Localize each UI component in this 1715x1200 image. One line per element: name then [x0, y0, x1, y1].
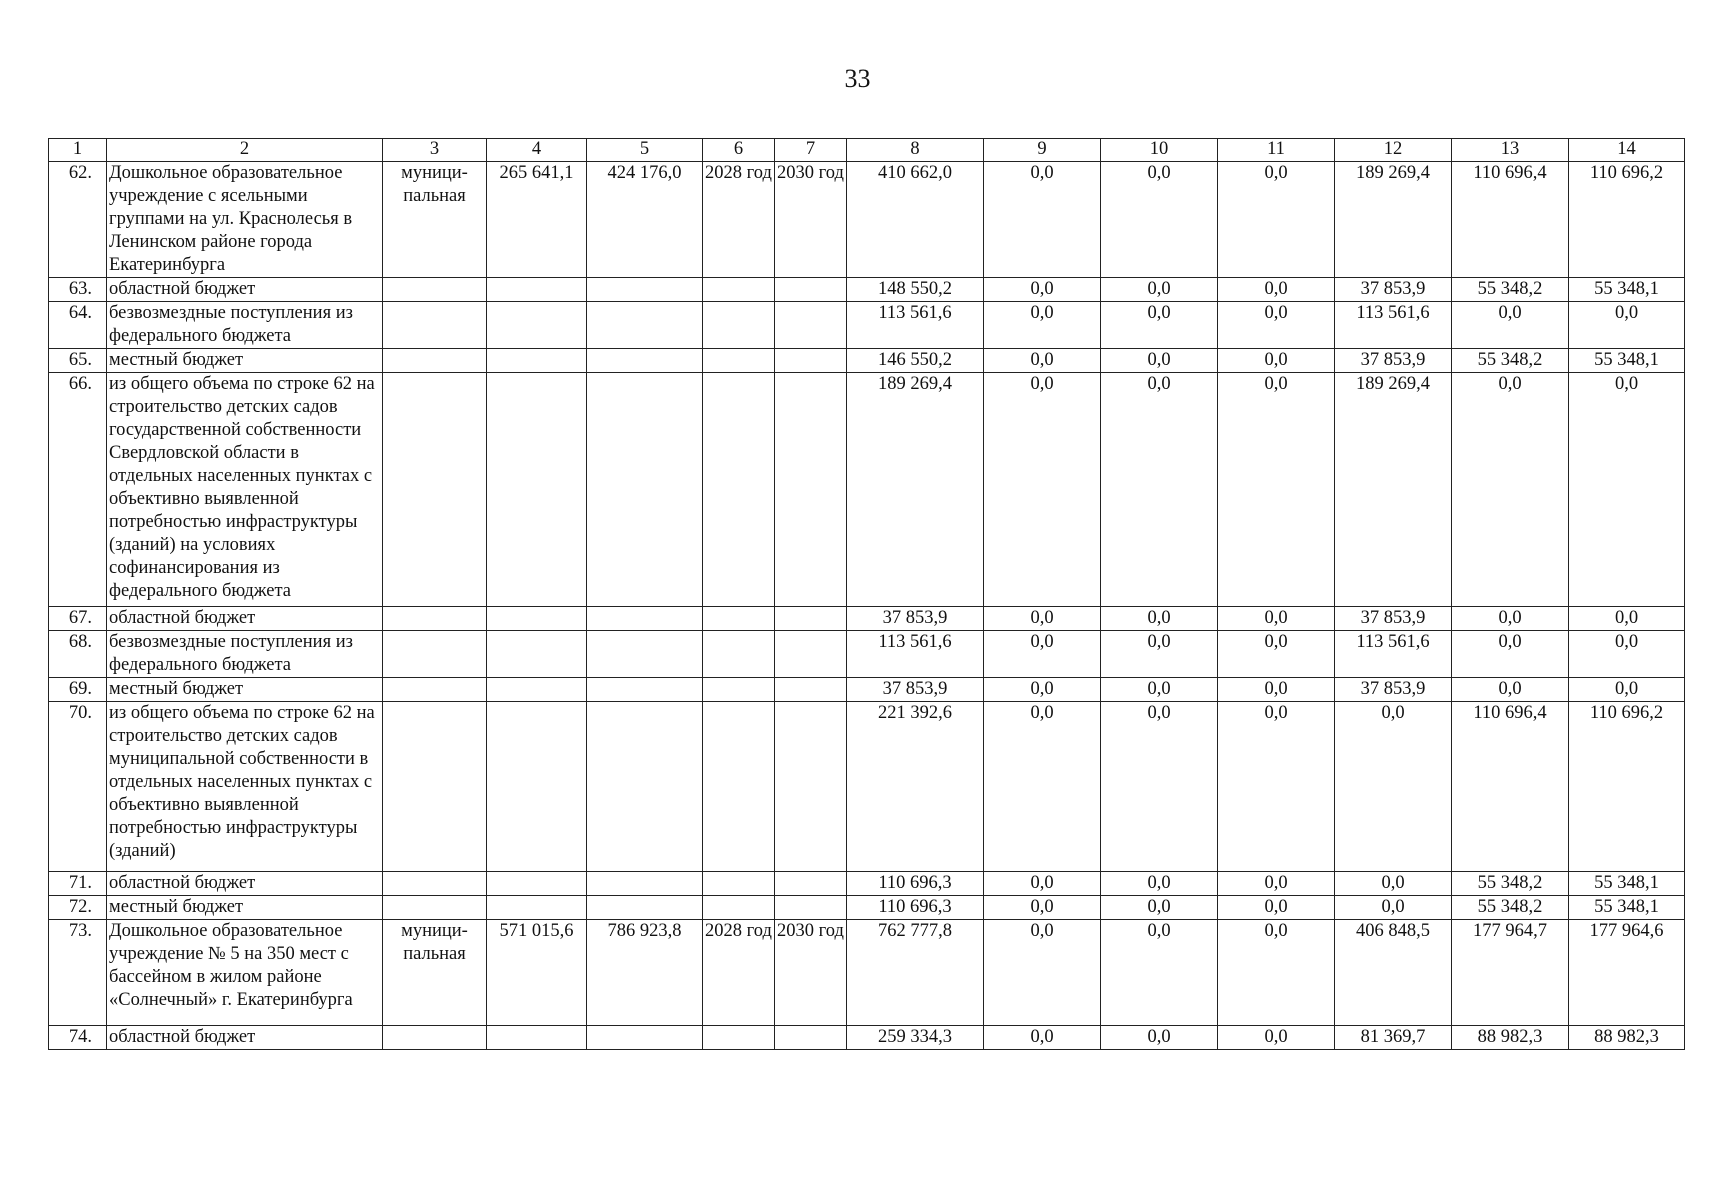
- row-number: 65.: [49, 349, 107, 373]
- cell-col-13: 110 696,4: [1452, 162, 1569, 278]
- cell-col-11: 0,0: [1218, 631, 1335, 678]
- start-year-cell: [703, 631, 775, 678]
- ownership-cell: [383, 872, 487, 896]
- row-number: 72.: [49, 896, 107, 920]
- cell-col-5: [587, 631, 703, 678]
- cell-col-4: 571 015,6: [487, 920, 587, 1026]
- cell-col-12: 37 853,9: [1335, 278, 1452, 302]
- cell-col-14: 0,0: [1569, 607, 1685, 631]
- cell-col-9: 0,0: [984, 702, 1101, 872]
- cell-col-12: 113 561,6: [1335, 302, 1452, 349]
- start-year-cell: 2028 год: [703, 162, 775, 278]
- cell-col-5: [587, 278, 703, 302]
- cell-col-14: 55 348,1: [1569, 278, 1685, 302]
- row-name: из общего объема по строке 62 на строительство детских садов государственной собственности Свердловской области в отдельных населенных пунктах с объективно выявленной потребностью инфраструктуры (зданий) на условиях софинансирования из федерального бюджета: [107, 373, 383, 607]
- cell-col-9: 0,0: [984, 920, 1101, 1026]
- cell-col-11: 0,0: [1218, 702, 1335, 872]
- cell-col-8: 37 853,9: [847, 678, 984, 702]
- cell-col-12: 189 269,4: [1335, 373, 1452, 607]
- row-number: 63.: [49, 278, 107, 302]
- cell-col-9: 0,0: [984, 872, 1101, 896]
- cell-col-9: 0,0: [984, 302, 1101, 349]
- row-name: местный бюджет: [107, 896, 383, 920]
- cell-col-12: 37 853,9: [1335, 678, 1452, 702]
- row-name: областной бюджет: [107, 607, 383, 631]
- cell-col-10: 0,0: [1101, 872, 1218, 896]
- table-row: [49, 278, 1685, 302]
- table-row: [49, 920, 1685, 1026]
- cell-col-9: 0,0: [984, 1026, 1101, 1050]
- end-year-cell: [775, 702, 847, 872]
- cell-col-8: 110 696,3: [847, 872, 984, 896]
- cell-col-5: [587, 302, 703, 349]
- table-row: [49, 162, 1685, 278]
- column-number-12: 12: [1335, 139, 1452, 162]
- cell-col-11: 0,0: [1218, 162, 1335, 278]
- table-row: [49, 702, 1685, 872]
- cell-col-5: [587, 349, 703, 373]
- cell-col-14: 55 348,1: [1569, 896, 1685, 920]
- start-year-cell: [703, 373, 775, 607]
- end-year-cell: [775, 373, 847, 607]
- table-body: [49, 139, 1685, 1050]
- cell-col-11: 0,0: [1218, 872, 1335, 896]
- cell-col-12: 113 561,6: [1335, 631, 1452, 678]
- cell-col-8: 37 853,9: [847, 607, 984, 631]
- row-number: 73.: [49, 920, 107, 1026]
- cell-col-10: 0,0: [1101, 1026, 1218, 1050]
- table-row: [49, 678, 1685, 702]
- cell-col-14: 110 696,2: [1569, 162, 1685, 278]
- table-row: [49, 1026, 1685, 1050]
- start-year-cell: [703, 302, 775, 349]
- cell-col-4: [487, 1026, 587, 1050]
- cell-col-5: 424 176,0: [587, 162, 703, 278]
- column-number-10: 10: [1101, 139, 1218, 162]
- ownership-cell: [383, 702, 487, 872]
- cell-col-13: 110 696,4: [1452, 702, 1569, 872]
- ownership-cell: [383, 631, 487, 678]
- cell-col-9: 0,0: [984, 162, 1101, 278]
- column-number-7: 7: [775, 139, 847, 162]
- row-name: безвозмездные поступления из федерального бюджета: [107, 302, 383, 349]
- row-number: 67.: [49, 607, 107, 631]
- cell-col-10: 0,0: [1101, 607, 1218, 631]
- cell-col-8: 146 550,2: [847, 349, 984, 373]
- cell-col-5: [587, 872, 703, 896]
- cell-col-14: 110 696,2: [1569, 702, 1685, 872]
- cell-col-10: 0,0: [1101, 678, 1218, 702]
- cell-col-8: 259 334,3: [847, 1026, 984, 1050]
- ownership-cell: [383, 678, 487, 702]
- cell-col-8: 110 696,3: [847, 896, 984, 920]
- end-year-cell: [775, 302, 847, 349]
- cell-col-13: 0,0: [1452, 607, 1569, 631]
- column-number-5: 5: [587, 139, 703, 162]
- start-year-cell: [703, 607, 775, 631]
- cell-col-4: [487, 607, 587, 631]
- cell-col-4: [487, 631, 587, 678]
- start-year-cell: [703, 278, 775, 302]
- cell-col-8: 113 561,6: [847, 631, 984, 678]
- cell-col-8: 189 269,4: [847, 373, 984, 607]
- cell-col-13: 177 964,7: [1452, 920, 1569, 1026]
- table-row: [49, 607, 1685, 631]
- cell-col-14: 0,0: [1569, 631, 1685, 678]
- cell-col-9: 0,0: [984, 607, 1101, 631]
- cell-col-5: [587, 702, 703, 872]
- column-number-4: 4: [487, 139, 587, 162]
- cell-col-11: 0,0: [1218, 678, 1335, 702]
- ownership-cell: [383, 373, 487, 607]
- column-number-13: 13: [1452, 139, 1569, 162]
- cell-col-13: 0,0: [1452, 631, 1569, 678]
- end-year-cell: [775, 278, 847, 302]
- cell-col-11: 0,0: [1218, 278, 1335, 302]
- cell-col-10: 0,0: [1101, 302, 1218, 349]
- row-name: Дошкольное образовательное учреждение с ясельными группами на ул. Краснолесья в Ленинском районе города Екатеринбурга: [107, 162, 383, 278]
- cell-col-4: [487, 702, 587, 872]
- cell-col-14: 0,0: [1569, 373, 1685, 607]
- column-number-6: 6: [703, 139, 775, 162]
- cell-col-12: 0,0: [1335, 896, 1452, 920]
- ownership-cell: [383, 302, 487, 349]
- row-number: 68.: [49, 631, 107, 678]
- cell-col-13: 55 348,2: [1452, 278, 1569, 302]
- cell-col-8: 221 392,6: [847, 702, 984, 872]
- start-year-cell: [703, 702, 775, 872]
- column-number-14: 14: [1569, 139, 1685, 162]
- row-name: местный бюджет: [107, 678, 383, 702]
- cell-col-9: 0,0: [984, 349, 1101, 373]
- cell-col-5: [587, 1026, 703, 1050]
- cell-col-12: 189 269,4: [1335, 162, 1452, 278]
- cell-col-10: 0,0: [1101, 631, 1218, 678]
- table-row: [49, 896, 1685, 920]
- cell-col-11: 0,0: [1218, 302, 1335, 349]
- start-year-cell: [703, 896, 775, 920]
- row-name: безвозмездные поступления из федерального бюджета: [107, 631, 383, 678]
- cell-col-8: 148 550,2: [847, 278, 984, 302]
- column-number-row: [49, 139, 1685, 162]
- page-number: 33: [844, 64, 871, 93]
- end-year-cell: [775, 872, 847, 896]
- start-year-cell: 2028 год: [703, 920, 775, 1026]
- cell-col-9: 0,0: [984, 631, 1101, 678]
- ownership-cell: [383, 278, 487, 302]
- end-year-cell: [775, 607, 847, 631]
- cell-col-14: 0,0: [1569, 302, 1685, 349]
- cell-col-10: 0,0: [1101, 920, 1218, 1026]
- cell-col-11: 0,0: [1218, 607, 1335, 631]
- ownership-cell: [383, 1026, 487, 1050]
- column-number-2: 2: [107, 139, 383, 162]
- cell-col-14: 55 348,1: [1569, 872, 1685, 896]
- cell-col-9: 0,0: [984, 278, 1101, 302]
- cell-col-5: [587, 373, 703, 607]
- ownership-cell: муници- пальная: [383, 162, 487, 278]
- cell-col-14: 55 348,1: [1569, 349, 1685, 373]
- ownership-cell: [383, 607, 487, 631]
- cell-col-9: 0,0: [984, 678, 1101, 702]
- end-year-cell: [775, 896, 847, 920]
- end-year-cell: [775, 349, 847, 373]
- column-number-8: 8: [847, 139, 984, 162]
- cell-col-10: 0,0: [1101, 702, 1218, 872]
- cell-col-14: 88 982,3: [1569, 1026, 1685, 1050]
- cell-col-10: 0,0: [1101, 278, 1218, 302]
- cell-col-11: 0,0: [1218, 349, 1335, 373]
- end-year-cell: [775, 631, 847, 678]
- cell-col-4: 265 641,1: [487, 162, 587, 278]
- cell-col-13: 0,0: [1452, 373, 1569, 607]
- cell-col-11: 0,0: [1218, 920, 1335, 1026]
- cell-col-13: 0,0: [1452, 302, 1569, 349]
- cell-col-13: 88 982,3: [1452, 1026, 1569, 1050]
- column-number-11: 11: [1218, 139, 1335, 162]
- cell-col-12: 37 853,9: [1335, 607, 1452, 631]
- cell-col-5: [587, 678, 703, 702]
- cell-col-9: 0,0: [984, 896, 1101, 920]
- cell-col-11: 0,0: [1218, 1026, 1335, 1050]
- cell-col-12: 37 853,9: [1335, 349, 1452, 373]
- cell-col-5: [587, 607, 703, 631]
- cell-col-12: 0,0: [1335, 872, 1452, 896]
- ownership-cell: [383, 349, 487, 373]
- cell-col-13: 0,0: [1452, 678, 1569, 702]
- cell-col-5: [587, 896, 703, 920]
- cell-col-13: 55 348,2: [1452, 896, 1569, 920]
- cell-col-12: 81 369,7: [1335, 1026, 1452, 1050]
- cell-col-12: 406 848,5: [1335, 920, 1452, 1026]
- cell-col-14: 0,0: [1569, 678, 1685, 702]
- end-year-cell: 2030 год: [775, 920, 847, 1026]
- cell-col-4: [487, 678, 587, 702]
- cell-col-8: 762 777,8: [847, 920, 984, 1026]
- cell-col-5: 786 923,8: [587, 920, 703, 1026]
- start-year-cell: [703, 872, 775, 896]
- cell-col-4: [487, 302, 587, 349]
- cell-col-13: 55 348,2: [1452, 349, 1569, 373]
- cell-col-14: 177 964,6: [1569, 920, 1685, 1026]
- column-number-1: 1: [49, 139, 107, 162]
- cell-col-4: [487, 373, 587, 607]
- end-year-cell: [775, 678, 847, 702]
- cell-col-4: [487, 349, 587, 373]
- ownership-cell: муници- пальная: [383, 920, 487, 1026]
- row-number: 66.: [49, 373, 107, 607]
- row-number: 69.: [49, 678, 107, 702]
- table-row: [49, 302, 1685, 349]
- table-row: [49, 349, 1685, 373]
- cell-col-11: 0,0: [1218, 896, 1335, 920]
- row-number: 70.: [49, 702, 107, 872]
- cell-col-10: 0,0: [1101, 349, 1218, 373]
- start-year-cell: [703, 1026, 775, 1050]
- cell-col-4: [487, 872, 587, 896]
- start-year-cell: [703, 349, 775, 373]
- cell-col-13: 55 348,2: [1452, 872, 1569, 896]
- table-row: [49, 872, 1685, 896]
- cell-col-10: 0,0: [1101, 896, 1218, 920]
- cell-col-10: 0,0: [1101, 373, 1218, 607]
- row-number: 71.: [49, 872, 107, 896]
- row-name: областной бюджет: [107, 278, 383, 302]
- cell-col-9: 0,0: [984, 373, 1101, 607]
- cell-col-8: 113 561,6: [847, 302, 984, 349]
- table-row: [49, 631, 1685, 678]
- row-name: областной бюджет: [107, 872, 383, 896]
- cell-col-4: [487, 896, 587, 920]
- cell-col-11: 0,0: [1218, 373, 1335, 607]
- cell-col-12: 0,0: [1335, 702, 1452, 872]
- row-name: областной бюджет: [107, 1026, 383, 1050]
- column-number-9: 9: [984, 139, 1101, 162]
- budget-table: [48, 138, 1685, 1050]
- row-number: 62.: [49, 162, 107, 278]
- table-row: [49, 373, 1685, 607]
- cell-col-8: 410 662,0: [847, 162, 984, 278]
- row-name: местный бюджет: [107, 349, 383, 373]
- row-number: 64.: [49, 302, 107, 349]
- column-number-3: 3: [383, 139, 487, 162]
- row-name: из общего объема по строке 62 на строительство детских садов муниципальной собственности в отдельных населенных пунктах с объективно выявленной потребностью инфраструктуры (зданий): [107, 702, 383, 872]
- row-name: Дошкольное образовательное учреждение № 5 на 350 мест с бассейном в жилом районе «Солнечный» г. Екатеринбурга: [107, 920, 383, 1026]
- end-year-cell: 2030 год: [775, 162, 847, 278]
- ownership-cell: [383, 896, 487, 920]
- row-number: 74.: [49, 1026, 107, 1050]
- cell-col-10: 0,0: [1101, 162, 1218, 278]
- cell-col-4: [487, 278, 587, 302]
- end-year-cell: [775, 1026, 847, 1050]
- start-year-cell: [703, 678, 775, 702]
